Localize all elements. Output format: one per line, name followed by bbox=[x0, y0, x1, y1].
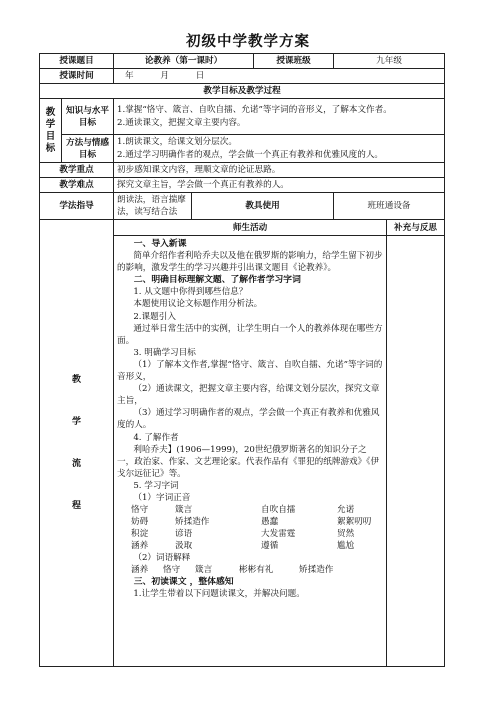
class-label: 授课班级 bbox=[254, 54, 334, 69]
author-intro: 利哈乔夫】(1906—1999)，20世纪俄罗斯著名的知识分子之一，政治家、作家、文艺理论家。代表作品有《罪犯的纸牌游戏》《伊戈尔远征记》等。 bbox=[117, 444, 380, 479]
question-4: 4. 了解作者 bbox=[133, 432, 179, 443]
notes-content bbox=[387, 236, 445, 667]
pronunciation-heading: （1）字词正音 bbox=[133, 492, 191, 503]
explain-word: 涵养 bbox=[131, 565, 149, 576]
time-value bbox=[114, 69, 445, 84]
topic-label: 授课题目 bbox=[40, 54, 114, 69]
explain-word: 彬彬有礼 bbox=[239, 565, 274, 576]
tools-value: 班班通设备 bbox=[334, 193, 445, 220]
question-3: 3. 明确学习目标 bbox=[133, 347, 196, 358]
goal-item-3: （3）通过学习明确作者的观点，学会做一个真正有教养和优雅风度的人。 bbox=[117, 408, 380, 431]
question-1-answer: 本题使用议论文标题作用分析法。 bbox=[133, 299, 263, 310]
guide-value: 朗读法，语言揣摩法，读写结合法 bbox=[114, 193, 192, 220]
vocab-word: 大发雷霆 bbox=[261, 529, 296, 540]
question-2: 2.课题引入 bbox=[133, 311, 176, 322]
tools-label: 教具使用 bbox=[192, 193, 334, 220]
time-year: 年 bbox=[125, 71, 134, 81]
explanation-heading: （2）词语解释 bbox=[133, 553, 191, 564]
section-3-title: 三、初读课文 ，整体感知 bbox=[133, 577, 234, 588]
question-5: 5. 学习字词 bbox=[133, 480, 179, 491]
goals-section-title: 教学目标及教学过程 bbox=[40, 84, 445, 99]
goals-side-label: 教 学 目 标 bbox=[40, 99, 62, 163]
vocab-word: 自吹自擂 bbox=[261, 505, 296, 516]
explain-word: 矫揉造作 bbox=[299, 565, 334, 576]
knowledge-goal-content bbox=[114, 99, 445, 135]
section-1-title: 一、导入新课 bbox=[133, 239, 187, 249]
vocab-word: 允诺 bbox=[337, 505, 355, 516]
key-point-label: 教学重点 bbox=[40, 163, 114, 178]
knowledge-goal-row bbox=[40, 99, 445, 135]
method-goal-content bbox=[114, 135, 445, 163]
section-1-text: 简单介绍作者利哈乔夫以及他在俄罗斯的影响力，给学生留下初步的影响，激发学生的学习兴趣并引出课文题目《论教养》。 bbox=[117, 251, 383, 274]
vocab-word: 积淀 bbox=[131, 529, 149, 540]
time-label: 授课时间 bbox=[40, 69, 114, 84]
topic-value: 论教养（第一课时） bbox=[114, 54, 254, 69]
method-goal-row bbox=[40, 135, 445, 163]
vocab-word: 矫揉造作 bbox=[175, 517, 210, 528]
process-header-row bbox=[40, 220, 445, 236]
explanation-words bbox=[117, 564, 383, 576]
vocab-word: 絮絮叨叨 bbox=[337, 517, 372, 528]
section-2-title: 二、明确目标理解文题、了解作者学习字词 bbox=[133, 275, 301, 286]
notes-header: 补充与反思 bbox=[387, 220, 445, 236]
activity-content bbox=[114, 236, 387, 667]
process-side-label: 教 学 流 程 bbox=[40, 220, 114, 667]
explain-word: 箴言 bbox=[195, 565, 213, 576]
activity-header: 师生活动 bbox=[114, 220, 387, 236]
vocab-word: 恪守 bbox=[131, 505, 149, 516]
vocab-word: 尴尬 bbox=[337, 541, 355, 552]
question-2-answer: 通过举日常生活中的实例，让学生明白一个人的教养体现在哪些方面。 bbox=[117, 323, 383, 346]
vocabulary-grid bbox=[117, 504, 383, 552]
section-3-item: 1.让学生带着以下问题读课文，并解决问题。 bbox=[133, 589, 305, 600]
lesson-plan-table bbox=[39, 53, 445, 667]
difficulty-row bbox=[40, 178, 445, 193]
vocab-word: 愚蠢 bbox=[261, 517, 279, 528]
method-goal-label: 方法与情感目标 bbox=[62, 135, 114, 163]
header-row-time bbox=[40, 69, 445, 84]
time-day: 日 bbox=[195, 71, 205, 81]
header-row-topic bbox=[40, 54, 445, 69]
time-month: 月 bbox=[160, 71, 169, 81]
goal-item-2: （2）通读课文，把握文章主要内容，给课文划分层次，探究文章主旨， bbox=[117, 384, 380, 407]
key-point-value: 初步感知课文内容，理顺文章的论证思路。 bbox=[114, 163, 445, 178]
explain-word: 恪守 bbox=[163, 565, 181, 576]
goal-item-1: （1）了解本文作者,掌握“恪守、箴言、自吹自擂、允诺”等字词的音形义， bbox=[117, 359, 383, 383]
knowledge-goal-label: 知识与水平目标 bbox=[62, 99, 114, 135]
difficulty-label: 教学难点 bbox=[40, 178, 114, 193]
vocab-word: 谚语 bbox=[175, 529, 193, 540]
class-value: 九年级 bbox=[334, 54, 445, 69]
vocab-word: 涵养 bbox=[131, 541, 149, 552]
vocab-word: 妨碍 bbox=[131, 517, 149, 528]
question-1: 1. 从文题中你得到哪些信息？ bbox=[133, 287, 248, 298]
method-item-2: 2.通过学习明确作者的观点，学会做一个真正有教养和优雅风度的人。 bbox=[117, 149, 384, 160]
goals-section-row bbox=[40, 84, 445, 99]
guide-label: 学法指导 bbox=[40, 193, 114, 220]
guide-row bbox=[40, 193, 445, 220]
knowledge-item-1: 1.掌握“恪守、箴言、自吹自擂、允诺”等字词的音形义，了解本文作者。 bbox=[117, 105, 392, 116]
difficulty-value: 探究文章主旨，学会做一个真正有教养的人。 bbox=[114, 178, 445, 193]
vocab-word: 箴言 bbox=[175, 505, 193, 516]
vocab-word: 贸然 bbox=[337, 529, 355, 540]
method-item-1: 1.朗读课文，给课文划分层次。 bbox=[117, 137, 237, 148]
knowledge-item-2: 2.通读课文，把握文章主要内容。 bbox=[117, 117, 246, 128]
vocab-word: 汲取 bbox=[175, 541, 193, 552]
page-title: 初级中学教学方案 bbox=[186, 33, 310, 50]
key-point-row bbox=[40, 163, 445, 178]
vocab-word: 遵循 bbox=[261, 541, 279, 552]
